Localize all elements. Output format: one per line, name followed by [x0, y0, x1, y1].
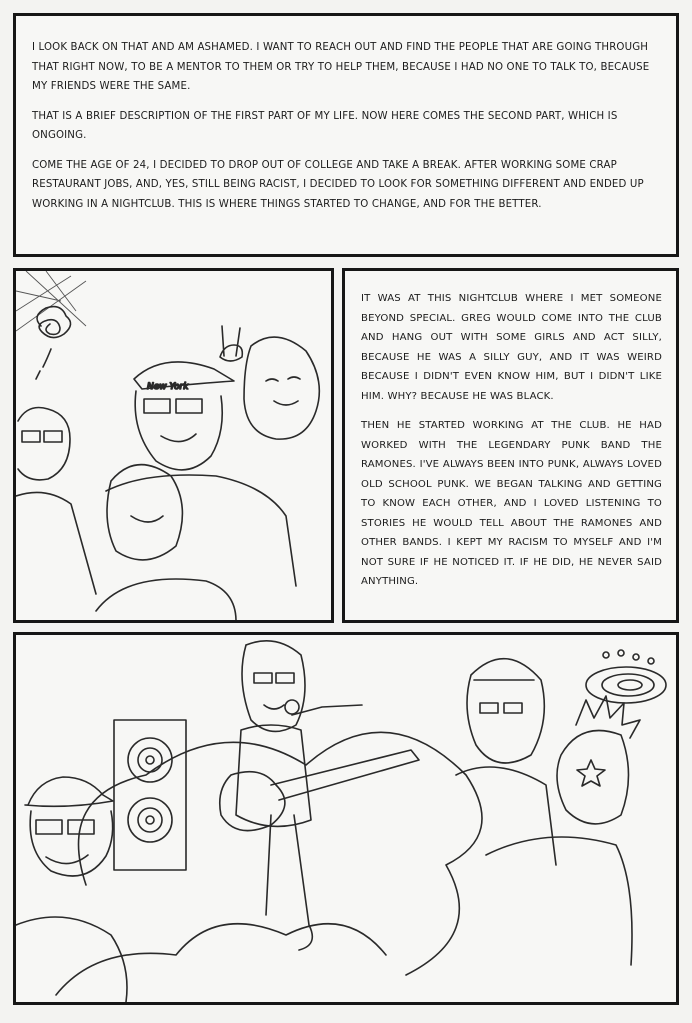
guitar-icon	[220, 750, 419, 831]
concert-illustration	[16, 635, 676, 1002]
caption-paragraph: THEN HE STARTED WORKING AT THE CLUB. HE HAD WORKED WITH THE LEGENDARY PUNK BAND THE RAMONES. I'VE ALWAYS BEEN INTO PUNK, ALWAYS LOVED OLD SCHOOL PUNK. WE BEGAN TALKING AND GETTING TO KNOW EACH OTHER, AND I LOVED LISTENING TO STORIES HE WOULD TELL ABOUT THE RAMONES AND OTHER BANDS. I KEPT MY RACISM TO MYSELF AND I'M NOT SURE IF HE NOTICED IT. IF HE DID, HE NEVER SAID ANYTHING.	[361, 420, 662, 587]
scribble-thought-bubble-icon	[36, 307, 71, 379]
caption-panel-top	[13, 13, 679, 257]
rock-hand-icon	[220, 326, 242, 361]
panel-concert	[13, 632, 679, 1005]
man-with-glasses	[16, 408, 96, 595]
star-icon	[577, 760, 605, 786]
speaker-icon	[114, 720, 186, 870]
dizzy-swirl-icon	[586, 650, 666, 703]
man-in-cap	[106, 362, 296, 586]
disco-light-rays-icon	[16, 271, 86, 331]
caption-paragraph: THAT IS A BRIEF DESCRIPTION OF THE FIRST PART OF MY LIFE. NOW HERE COMES THE SECOND PART, WHICH IS ONGOING.	[32, 110, 618, 141]
man-with-hat	[16, 777, 127, 1002]
caption-paragraph: I LOOK BACK ON THAT AND AM ASHAMED. I WANT TO REACH OUT AND FIND THE PEOPLE THAT ARE GOING THROUGH THAT RIGHT NOW, TO BE A MENTOR TO THEM OR TRY TO HELP THEM, BECAUSE I HAD NO ONE TO TALK TO, BECAUSE MY FRIENDS WERE THE SAME.	[32, 42, 650, 92]
crowd-illustration	[16, 271, 331, 620]
singer-with-guitar	[236, 641, 312, 950]
woman-center	[96, 465, 236, 620]
cap-text: New York	[147, 382, 189, 392]
caption-text-right	[361, 289, 662, 602]
woman-with-bangs	[456, 659, 556, 865]
caption-panel-right	[342, 268, 679, 623]
caption-paragraph: IT WAS AT THIS NIGHTCLUB WHERE I MET SOMEONE BEYOND SPECIAL. GREG WOULD COME INTO THE CLUB AND HANG OUT WITH SOME GIRLS AND ACT SILLY, BECAUSE HE WAS A SILLY GUY, AND IT WAS WEIRD BECAUSE I DIDN'T EVEN KNOW HIM, BUT I DIDN'T LIKE HIM. WHY? BECAUSE HE WAS BLACK.	[361, 293, 662, 402]
panel-nightclub-crowd	[13, 268, 334, 623]
punk-guy	[486, 696, 640, 965]
caption-text-top	[32, 38, 658, 224]
caption-paragraph: COME THE AGE OF 24, I DECIDED TO DROP OUT OF COLLEGE AND TAKE A BREAK. AFTER WORKING SOME CRAP RESTAURANT JOBS, AND, YES, STILL BEING RACIST, I DECIDED TO LOOK FOR SOMETHING DIFFERENT AND ENDED UP WORKING IN A NIGHTCLUB. THIS IS WHERE THINGS STARTED TO CHANGE, AND FOR THE BETTER.	[32, 159, 644, 210]
microphone-icon	[285, 700, 362, 715]
woman-right	[244, 337, 319, 439]
